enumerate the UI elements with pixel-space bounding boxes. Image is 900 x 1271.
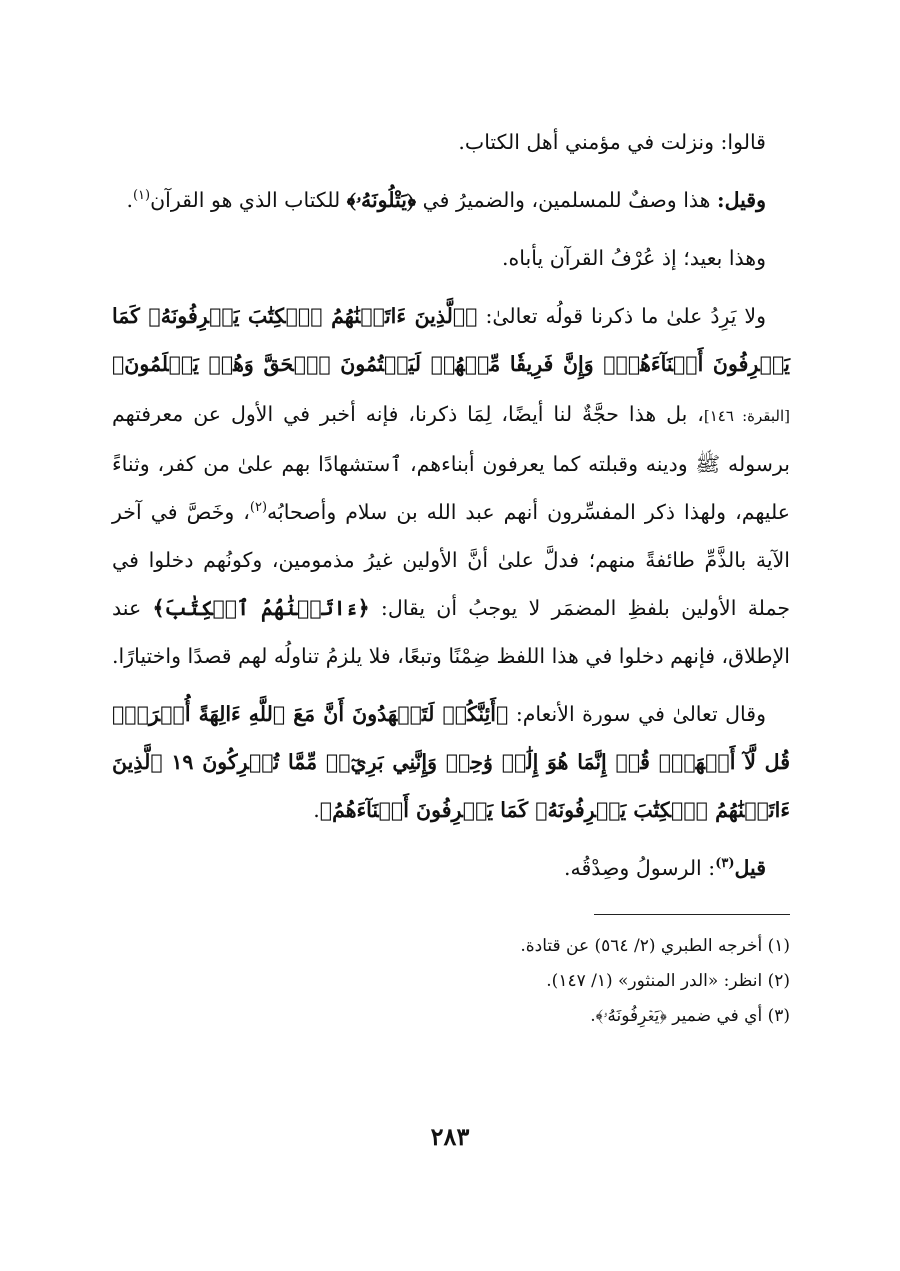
paragraph-3-text: وهذا بعيد؛ إذ عُرْفُ القرآن يأباه.: [502, 246, 766, 270]
paragraph-6-lead: قيل: [734, 856, 766, 880]
paragraph-5-end: .: [313, 798, 320, 822]
quran-quote: ﴿أَئِنَّكُمۡ لَتَشۡهَدُونَ أَنَّ مَعَ ٱللَّهِ ءَالِهَةً أُخۡرَىٰۚ قُل لَّآ أَشۡهَدُۚ قُلۡ إِنَّمَا هُوَ إِلَٰهٞ وَٰحِدٞ وَإِنَّنِي بَرِيٓءٞ مِّمَّا تُشۡرِكُونَ ١٩ ٱلَّذِينَ ءَاتَيۡنَٰهُمُ ٱلۡكِتَٰبَ يَعۡرِفُونَهُۥ كَمَا يَعۡرِفُونَ أَبۡنَآءَهُمُ﴾: [112, 702, 790, 822]
paragraph-2-text-a: هذا وصفٌ للمسلمين، والضميرُ في: [416, 188, 718, 212]
page-number: ٢٨٣: [430, 1122, 470, 1151]
paragraph-3: [112, 234, 790, 282]
paragraph-5-text-a: وقال تعالىٰ في سورة الأنعام:: [508, 702, 767, 726]
quran-quote: ﴿ءَاتَيۡنَٰهُمُ ٱلۡكِتَٰبَ﴾: [152, 596, 370, 620]
paragraph-2: [112, 176, 790, 224]
paragraph-2-text-b: للكتاب الذي هو القرآن: [150, 188, 347, 212]
surah-reference: [البقرة: ١٤٦]: [703, 407, 790, 425]
paragraph-6: [112, 844, 790, 892]
paragraph-5: [112, 690, 790, 834]
footnote-1: (١) أخرجه الطبري (٢/ ٥٦٤) عن قتادة.: [520, 936, 790, 956]
paragraph-4-text-b: ، بل هذا حجَّةٌ لنا أيضًا، لِمَا ذكرنا، فإنه أخبر في الأول عن معرفتهم برسوله ﷺ ودينه وقبلته كما يعرفون أبناءهم، ٱستشهادًا بهم علىٰ من كفر، وثناءً عليهم، ولهذا ذكر المفسِّرون أنهم عبد الله بن سلام وأصحابُه: [112, 402, 790, 524]
paragraph-1: [112, 118, 790, 166]
paragraph-4-text-c: ، وخَصَّ في آخر الآية بالذَّمِّ طائفةً منهم؛ فدلَّ علىٰ أنَّ الأولين غيرُ مذمومين، وكونُهم دخلوا في جملة الأولين بلفظِ المضمَر لا يوجبُ أن يقال:: [112, 500, 790, 620]
paragraph-4-text-a: ولا يَرِدُ علىٰ ما ذكرنا قولُه تعالىٰ:: [477, 304, 766, 328]
footnote-marker-1[interactable]: (١): [132, 188, 151, 204]
quran-quote: ﴿يَتْلُونَهُۥ﴾: [346, 188, 417, 212]
paragraph-4-text-d: عند الإطلاق، فإنهم دخلوا في هذا اللفظ ضِمْنًا وتبعًا، فلا يلزمُ تناولُه لهم قصدًا واختيارًا.: [111, 596, 790, 668]
quran-quote: ﴿ٱلَّذِينَ ءَاتَيۡنَٰهُمُ ٱلۡكِتَٰبَ يَعۡرِفُونَهُۥ كَمَا يَعۡرِفُونَ أَبۡنَآءَهُمۡۖ وَإِنَّ فَرِيقٗا مِّنۡهُمۡ لَيَكۡتُمُونَ ٱلۡحَقَّ وَهُمۡ يَعۡلَمُونَ﴾: [112, 304, 790, 376]
page-body: [112, 118, 790, 1034]
paragraph-2-lead: وقيل:: [717, 188, 766, 212]
paragraph-1-text: قالوا: ونزلت في مؤمني أهل الكتاب.: [458, 130, 766, 154]
footnote-divider: [594, 914, 790, 915]
paragraph-4: [112, 292, 790, 680]
footnote-marker-3[interactable]: (٣): [715, 856, 735, 872]
footnote-3: (٣) أي في ضمير ﴿يَعۡرِفُونَهُۥ﴾.: [590, 1006, 790, 1026]
paragraph-6-text: : الرسولُ وصِدْقُه.: [563, 856, 716, 880]
footnote-marker-2[interactable]: (٢): [249, 500, 268, 516]
footnote-2: (٢) انظر: «الدر المنثور» (١/ ١٤٧).: [546, 971, 790, 991]
paragraph-2-end: .: [126, 188, 133, 212]
